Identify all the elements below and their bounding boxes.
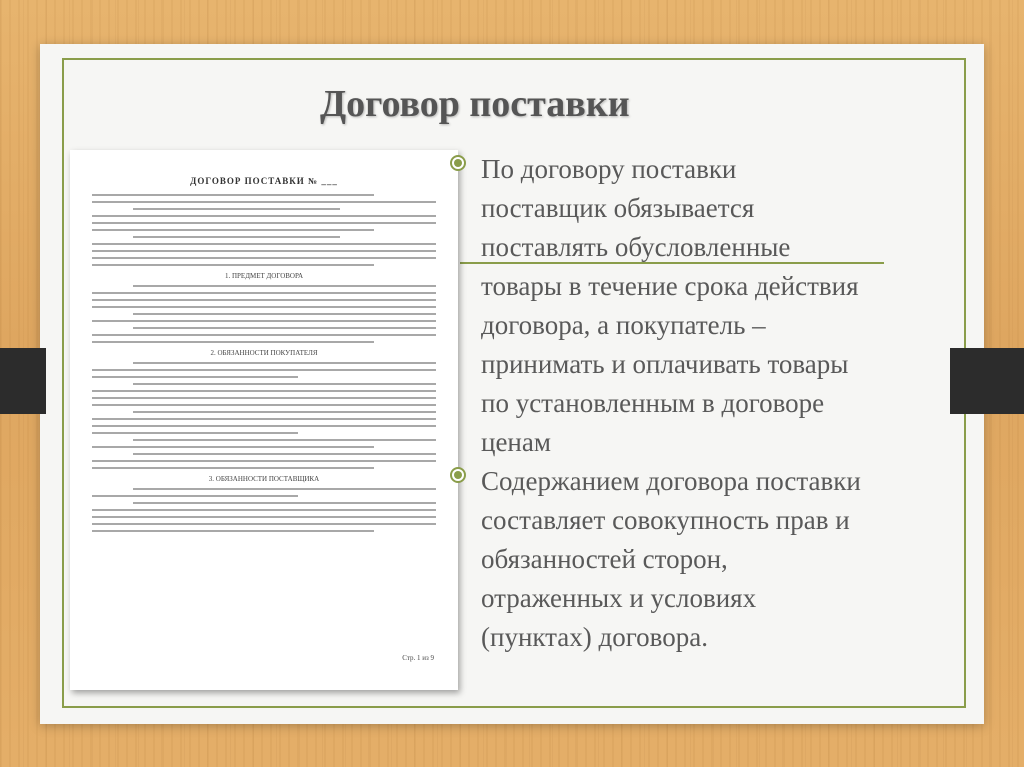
bullet-line: принимать и оплачивать товары (481, 349, 849, 379)
bullet-line: Содержанием договора поставки (481, 466, 861, 496)
text-line (92, 523, 436, 525)
text-line (92, 320, 436, 322)
contract-document-image (70, 150, 458, 690)
text-line (133, 502, 436, 504)
bullet-line: договора, а покупатель – (481, 310, 766, 340)
bullet-list (450, 150, 950, 657)
text-line (92, 376, 298, 378)
bullet-line: товары в течение срока действия (481, 271, 859, 301)
document-title: ДОГОВОР ПОСТАВКИ № ___ (190, 176, 338, 186)
left-side-tab (0, 348, 46, 414)
document-section-2: 2. ОБЯЗАННОСТИ ПОКУПАТЕЛЯ (210, 349, 318, 357)
bullet-item (450, 150, 950, 462)
bullet-line: по установленным в договоре (481, 388, 825, 418)
text-line (92, 390, 436, 392)
text-line (133, 327, 436, 329)
bullet-line: По договору поставки (481, 154, 737, 184)
text-line (92, 516, 436, 518)
text-line (92, 467, 374, 469)
text-line (92, 257, 436, 259)
document-section-1: 1. ПРЕДМЕТ ДОГОВОРА (224, 272, 304, 280)
text-line (92, 229, 374, 231)
text-line (133, 411, 436, 413)
bullet-line: поставщик обязывается (481, 193, 755, 223)
text-line (92, 495, 298, 497)
text-line (133, 362, 436, 364)
bullet-line: ценам (481, 427, 551, 457)
bullet-line: составляет совокупность прав и (481, 505, 850, 535)
text-line (92, 334, 436, 336)
text-line (92, 418, 436, 420)
text-line (133, 383, 436, 385)
text-line (92, 397, 436, 399)
text-line (133, 236, 339, 238)
text-line (92, 215, 436, 217)
text-line (92, 264, 374, 266)
document-page-number: Стр. 1 из 9 (402, 654, 434, 662)
text-line (92, 250, 436, 252)
text-line (92, 509, 436, 511)
document-section-3: 3. ОБЯЗАННОСТИ ПОСТАВЩИКА (208, 475, 320, 483)
slide-title: Договор поставки (320, 83, 630, 125)
bullet-line: обязанностей сторон, (481, 544, 728, 574)
text-line (92, 460, 436, 462)
text-line (133, 313, 436, 315)
text-line (92, 306, 436, 308)
text-line (92, 292, 436, 294)
bullet-item (450, 462, 950, 657)
text-line (133, 488, 436, 490)
text-line (133, 453, 436, 455)
text-line (92, 530, 374, 532)
text-line (133, 285, 436, 287)
text-line (92, 446, 374, 448)
text-line (133, 208, 339, 210)
bullet-line: поставлять обусловленные (481, 232, 791, 262)
bullet-text (481, 150, 859, 462)
bullet-text (481, 462, 861, 657)
bullet-line: (пунктах) договора. (481, 622, 708, 652)
text-line (92, 369, 436, 371)
text-line (92, 194, 374, 196)
text-line (133, 439, 436, 441)
text-line (92, 425, 436, 427)
text-line (92, 341, 374, 343)
text-line (92, 404, 436, 406)
text-line (92, 243, 436, 245)
circle-bullet-icon (450, 155, 466, 171)
text-line (92, 432, 298, 434)
right-side-tab (950, 348, 1024, 414)
text-line (92, 299, 436, 301)
circle-bullet-icon (450, 467, 466, 483)
bullet-line: отраженных и условиях (481, 583, 757, 613)
text-line (92, 201, 436, 203)
text-line (92, 222, 436, 224)
